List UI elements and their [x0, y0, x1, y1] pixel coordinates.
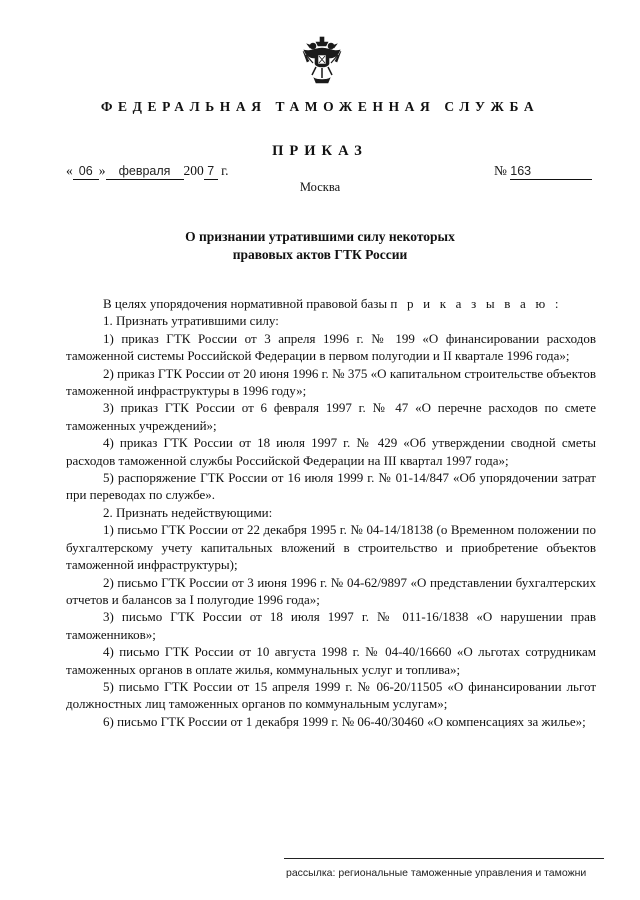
agency-name: ФЕДЕРАЛЬНАЯ ТАМОЖЕННАЯ СЛУЖБА	[100, 99, 540, 114]
section-2-item: 5) письмо ГТК России от 15 апреля 1999 г. № 06-20/11505 «О финансировании льгот должностных лиц таможенных органов по коммунальным услугам»;	[66, 678, 596, 712]
section-1-item: 2) приказ ГТК России от 20 июня 1996 г. № 375 «О капитальном строительстве объектов таможенной инфраструктуры в 1996 году»;	[66, 365, 596, 399]
section-1-heading: 1. Признать утратившими силу:	[103, 313, 279, 329]
order-subject	[0, 228, 640, 264]
order-date	[66, 163, 229, 180]
order-number	[494, 163, 592, 180]
city: Москва	[299, 180, 341, 194]
subject-line-1: О признании утратившими силу некоторых	[185, 229, 455, 244]
date-year-unit: г.	[221, 163, 229, 178]
order-body	[66, 295, 596, 730]
order-number-label: №	[494, 163, 507, 178]
date-day: 06	[73, 164, 99, 180]
section-2-heading: 2. Признать недействующими:	[103, 504, 273, 520]
section-1-item: 5) распоряжение ГТК России от 16 июля 1999 г. № 01-14/847 «Об упорядочении затрат при переводах по службе».	[66, 470, 596, 503]
intro-paragraph	[66, 295, 596, 312]
section-2-item: 1) письмо ГТК России от 22 декабря 1995 г. № 04-14/18138 (о Временном положении по бухгалтерскому учету капитальных вложений в строительство и приобретение объектов таможенной инфраструктуры);	[66, 522, 596, 573]
date-year-suffix: 7	[204, 164, 218, 180]
double-headed-eagle-emblem-icon	[301, 36, 343, 84]
order-number-value: 163	[510, 164, 592, 180]
date-close-quote: »	[98, 163, 106, 178]
date-month: февраля	[106, 164, 184, 180]
section-1-item: 4) приказ ГТК России от 18 июля 1997 г. № 429 «Об утверждении сводной сметы расходов таможенной службы Российской Федерации на III квартал 1997 года»;	[66, 435, 596, 468]
section-2-item: 4) письмо ГТК России от 10 августа 1998 г. № 04-40/16660 «О льготах сотрудникам таможенных органов в оплате жилья, коммунальных услуг и топлива»;	[66, 644, 596, 677]
section-2-item: 6) письмо ГТК России от 1 декабря 1999 г. № 06-40/30460 «О компенсациях за жилье»;	[103, 713, 586, 729]
document-type-title: ПРИКАЗ	[272, 143, 368, 159]
section-1-item: 3) приказ ГТК России от 6 февраля 1997 г. № 47 «О перечне расходов по смете таможенных учреждений»;	[66, 400, 596, 433]
order-word: п р и к а з ы в а ю :	[390, 296, 562, 311]
footer-divider	[284, 858, 604, 859]
section-2-item: 2) письмо ГТК России от 3 июня 1996 г. № 04-62/9897 «О представлении бухгалтерских отчетов и балансов за I полугодие 1996 года»;	[66, 574, 596, 607]
date-open-quote: «	[66, 163, 73, 178]
section-2-item: 3) письмо ГТК России от 18 июля 1997 г. № 011-16/1838 «О нарушении прав таможенников»;	[66, 609, 596, 642]
subject-line-2: правовых актов ГТК России	[232, 247, 408, 262]
distribution-note: рассылка: региональные таможенные управления и таможни	[286, 867, 587, 879]
section-1-item: 1) приказ ГТК России от 3 апреля 1996 г. № 199 «О финансировании расходов таможенной системы Российской Федерации в первом полугодии и II квартале 1996 года»;	[66, 330, 596, 364]
date-year-prefix: 200	[183, 163, 204, 178]
intro-text: В целях упорядочения нормативной правовой базы	[103, 296, 388, 311]
